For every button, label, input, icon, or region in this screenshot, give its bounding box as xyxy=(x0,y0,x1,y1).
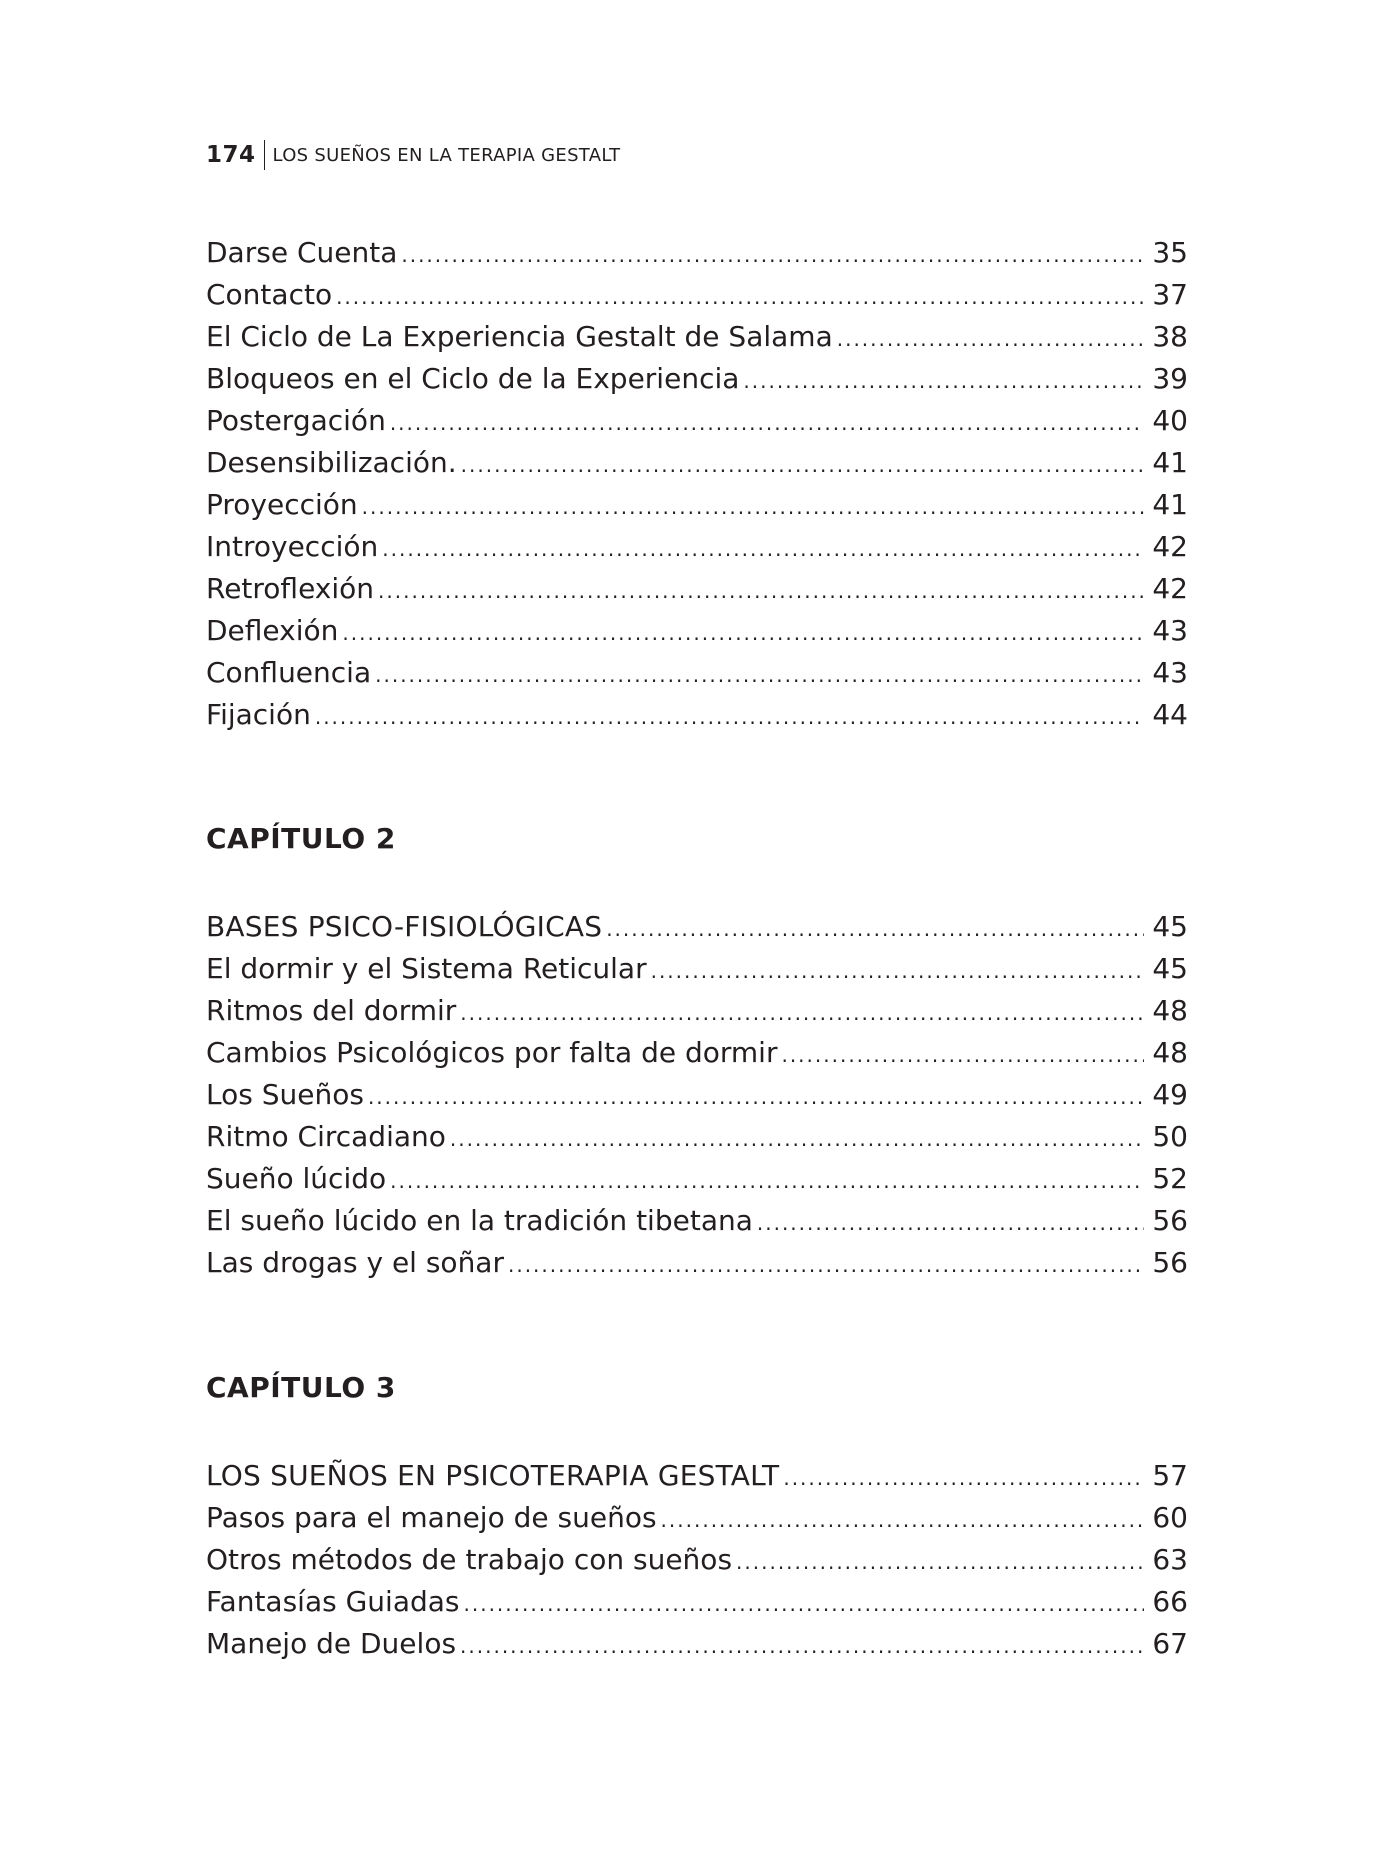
toc-entry-title: Pasos para el manejo de sueños xyxy=(206,1497,659,1539)
toc-entry-title: El sueño lúcido en la tradición tibetana xyxy=(206,1200,755,1242)
toc-block-chapter-2 xyxy=(206,906,1188,1284)
toc-entry-page-number: 42 xyxy=(1152,572,1188,605)
toc-entry-title: Bloqueos en el Ciclo de la Experiencia xyxy=(206,358,741,400)
toc-entry xyxy=(206,1455,1188,1497)
toc-entry-page-number: 35 xyxy=(1152,236,1188,269)
dot-leader xyxy=(390,1160,1144,1202)
toc-entry-title: Las drogas y el soñar xyxy=(206,1242,506,1284)
toc-entry xyxy=(206,316,1188,358)
toc-entry-title: Contacto xyxy=(206,274,334,316)
toc-entry xyxy=(206,906,1188,948)
dot-leader xyxy=(651,950,1144,992)
dot-leader xyxy=(342,612,1144,654)
toc-entry-title: Sueño lúcido xyxy=(206,1158,388,1200)
toc-entry-title: Otros métodos de trabajo con sueños xyxy=(206,1539,734,1581)
toc-entry-title: Desensibilización. xyxy=(206,442,459,484)
toc-entry-title: LOS SUEÑOS EN PSICOTERAPIA GESTALT xyxy=(206,1455,781,1497)
toc-entry xyxy=(206,948,1188,990)
toc-entry xyxy=(206,652,1188,694)
toc-entry-page-number: 49 xyxy=(1152,1078,1188,1111)
header-separator xyxy=(264,140,265,170)
toc-entry xyxy=(206,990,1188,1032)
dot-leader xyxy=(460,1625,1144,1667)
dot-leader xyxy=(450,1118,1144,1160)
toc-entry-title: Proyección xyxy=(206,484,360,526)
dot-leader xyxy=(606,908,1144,950)
running-title: LOS SUEÑOS EN LA TERAPIA GESTALT xyxy=(272,144,621,166)
toc-entry-page-number: 37 xyxy=(1152,278,1188,311)
toc-entry-page-number: 41 xyxy=(1152,446,1188,479)
dot-leader xyxy=(783,1457,1144,1499)
toc-entry xyxy=(206,1497,1188,1539)
toc-entry xyxy=(206,568,1188,610)
toc-entry xyxy=(206,1242,1188,1284)
toc-entry xyxy=(206,358,1188,400)
toc-entry xyxy=(206,610,1188,652)
toc-entry-page-number: 42 xyxy=(1152,530,1188,563)
toc-entry-page-number: 48 xyxy=(1152,1036,1188,1069)
toc-entry-page-number: 56 xyxy=(1152,1204,1188,1237)
dot-leader xyxy=(390,402,1144,444)
toc-entry-page-number: 52 xyxy=(1152,1162,1188,1195)
toc-entry xyxy=(206,1116,1188,1158)
toc-entry-title: Ritmos del dormir xyxy=(206,990,458,1032)
toc-entry-page-number: 56 xyxy=(1152,1246,1188,1279)
dot-leader xyxy=(781,1034,1144,1076)
toc-entry-title: Darse Cuenta xyxy=(206,232,399,274)
chapter-3-heading: CAPÍTULO 3 xyxy=(206,1371,396,1404)
toc-entry-page-number: 44 xyxy=(1152,698,1188,731)
toc-entry-page-number: 40 xyxy=(1152,404,1188,437)
toc-entry xyxy=(206,694,1188,736)
toc-entry xyxy=(206,1623,1188,1665)
toc-entry-title: Retroflexión xyxy=(206,568,376,610)
dot-leader xyxy=(315,696,1144,738)
toc-entry-title: Ritmo Circadiano xyxy=(206,1116,448,1158)
toc-entry-title: Confluencia xyxy=(206,652,373,694)
toc-entry-page-number: 48 xyxy=(1152,994,1188,1027)
dot-leader xyxy=(362,486,1144,528)
toc-entry-title: Manejo de Duelos xyxy=(206,1623,458,1665)
toc-entry-page-number: 43 xyxy=(1152,614,1188,647)
toc-entry-title: Deflexión xyxy=(206,610,340,652)
dot-leader xyxy=(336,276,1144,318)
dot-leader xyxy=(375,654,1144,696)
dot-leader xyxy=(757,1202,1144,1244)
dot-leader xyxy=(461,444,1144,486)
toc-entry-title: Cambios Psicológicos por falta de dormir xyxy=(206,1032,779,1074)
page-number: 174 xyxy=(206,142,256,168)
toc-entry-title: Introyección xyxy=(206,526,380,568)
dot-leader xyxy=(508,1244,1144,1286)
dot-leader xyxy=(460,992,1144,1034)
dot-leader xyxy=(464,1583,1145,1625)
toc-entry-page-number: 67 xyxy=(1152,1627,1188,1660)
toc-entry-title: El Ciclo de La Experiencia Gestalt de Salama xyxy=(206,316,835,358)
chapter-2-heading: CAPÍTULO 2 xyxy=(206,822,396,855)
toc-entry-page-number: 38 xyxy=(1152,320,1188,353)
toc-entry-page-number: 66 xyxy=(1152,1585,1188,1618)
toc-entry-title: Fantasías Guiadas xyxy=(206,1581,462,1623)
toc-entry xyxy=(206,1158,1188,1200)
dot-leader xyxy=(743,360,1144,402)
toc-entry-page-number: 39 xyxy=(1152,362,1188,395)
running-header xyxy=(206,138,620,172)
toc-entry xyxy=(206,1581,1188,1623)
dot-leader xyxy=(368,1076,1144,1118)
toc-block-chapter-1-continued xyxy=(206,232,1188,736)
toc-entry xyxy=(206,442,1188,484)
toc-entry xyxy=(206,1032,1188,1074)
toc-entry xyxy=(206,232,1188,274)
toc-entry-title: El dormir y el Sistema Reticular xyxy=(206,948,649,990)
toc-entry xyxy=(206,400,1188,442)
toc-entry-page-number: 45 xyxy=(1152,952,1188,985)
toc-entry xyxy=(206,1539,1188,1581)
toc-entry-page-number: 50 xyxy=(1152,1120,1188,1153)
toc-entry-title: Fijación xyxy=(206,694,313,736)
toc-entry xyxy=(206,274,1188,316)
dot-leader xyxy=(736,1541,1144,1583)
toc-entry-title: BASES PSICO-FISIOLÓGICAS xyxy=(206,906,604,948)
toc-entry xyxy=(206,484,1188,526)
toc-block-chapter-3 xyxy=(206,1455,1188,1665)
dot-leader xyxy=(837,318,1144,360)
toc-entry xyxy=(206,1074,1188,1116)
toc-entry-page-number: 57 xyxy=(1152,1459,1188,1492)
dot-leader xyxy=(401,234,1144,276)
toc-entry-page-number: 45 xyxy=(1152,910,1188,943)
dot-leader xyxy=(382,528,1144,570)
toc-entry xyxy=(206,526,1188,568)
toc-entry-page-number: 43 xyxy=(1152,656,1188,689)
toc-entry-title: Los Sueños xyxy=(206,1074,366,1116)
dot-leader xyxy=(661,1499,1144,1541)
toc-entry-page-number: 60 xyxy=(1152,1501,1188,1534)
toc-entry-page-number: 41 xyxy=(1152,488,1188,521)
toc-entry-page-number: 63 xyxy=(1152,1543,1188,1576)
dot-leader xyxy=(378,570,1144,612)
toc-entry-title: Postergación xyxy=(206,400,388,442)
toc-entry xyxy=(206,1200,1188,1242)
